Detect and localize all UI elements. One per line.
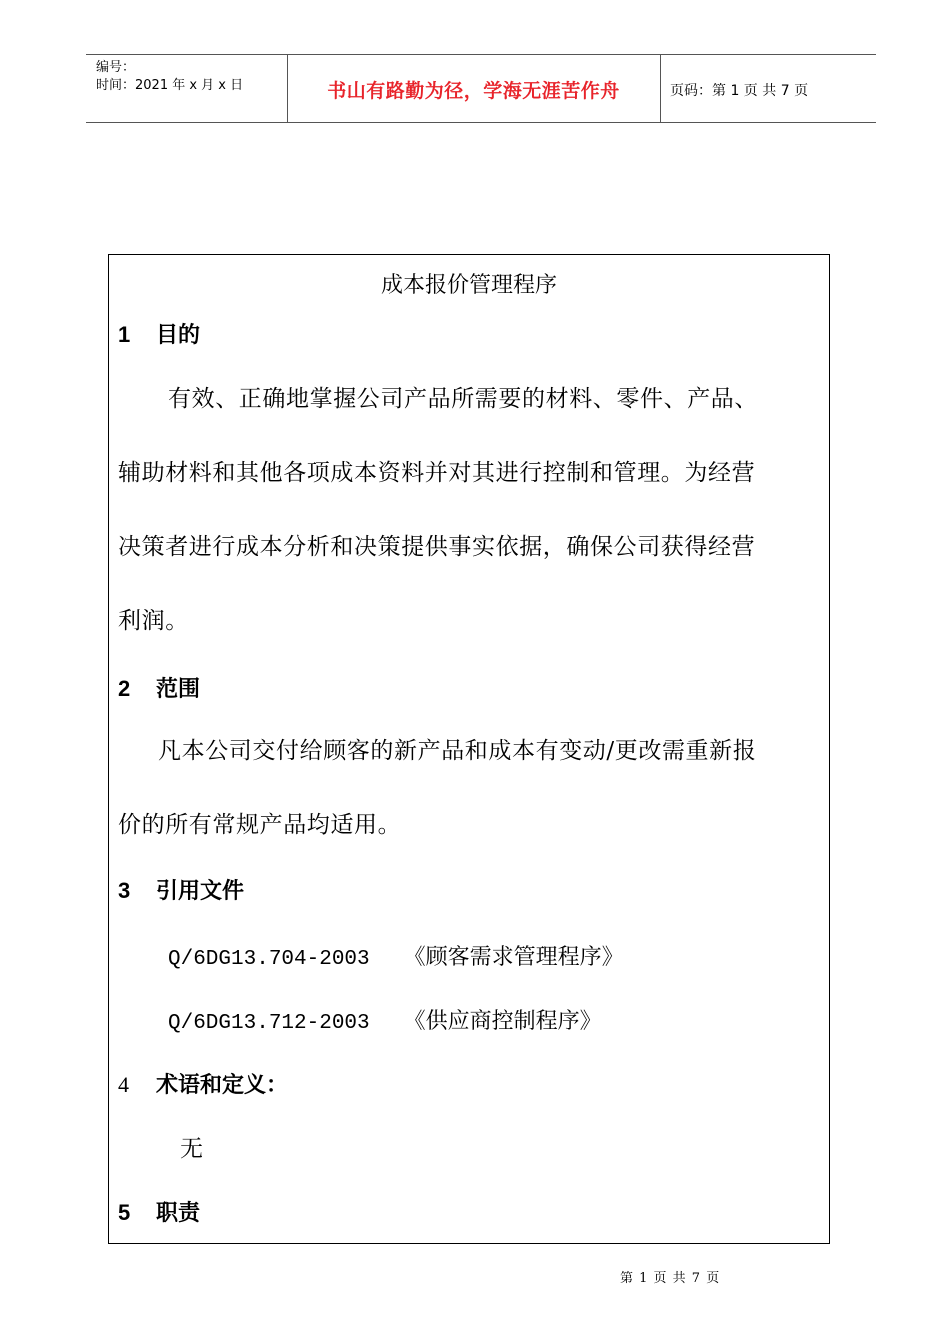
paragraph-line: 价的所有常规产品均适用。 — [118, 812, 402, 838]
header-top-rule — [86, 54, 876, 55]
section-number: 1 — [118, 322, 131, 347]
section-2-body — [118, 714, 822, 862]
header-bottom-rule — [86, 122, 876, 123]
section-3-heading — [118, 874, 244, 905]
paragraph-line: 凡本公司交付给顾客的新产品和成本有变动/更改需重新报 — [158, 738, 757, 764]
reference-name: 《顾客需求管理程序》 — [403, 945, 624, 970]
section-1-body — [118, 362, 822, 658]
section-title: 职责 — [156, 1201, 201, 1226]
footer-page-number: 第 1 页 共 7 页 — [620, 1271, 721, 1286]
header-info — [96, 59, 243, 95]
section-number: 5 — [118, 1200, 131, 1225]
document-title: 成本报价管理程序 — [380, 273, 557, 298]
section-title: 术语和定义： — [156, 1073, 289, 1098]
section-4-heading — [118, 1068, 288, 1099]
header-motto: 书山有路勤为径，学海无涯苦作舟 — [327, 80, 620, 102]
header-number-label: 编号： — [96, 60, 136, 75]
section-1-heading — [118, 318, 200, 349]
section-2-heading — [118, 672, 200, 703]
reference-name: 《供应商控制程序》 — [403, 1009, 602, 1034]
section-title: 范围 — [156, 677, 201, 702]
section-title: 目的 — [156, 323, 201, 348]
section-title: 引用文件 — [156, 879, 245, 904]
reference-item — [168, 1004, 602, 1035]
section-4-body: 无 — [180, 1136, 203, 1162]
paragraph-line: 有效、正确地掌握公司产品所需要的材料、零件、产品、 — [168, 386, 758, 412]
paragraph-line: 决策者进行成本分析和决策提供事实依据，确保公司获得经营 — [118, 534, 756, 560]
section-number: 4 — [118, 1072, 129, 1097]
header-page-label: 页码：第 1 页 共 7 页 — [670, 83, 809, 99]
section-number: 3 — [118, 878, 131, 903]
header-time-label: 时间：2021 年 x 月 x 日 — [96, 78, 244, 93]
reference-item — [168, 940, 624, 971]
paragraph-line: 辅助材料和其他各项成本资料并对其进行控制和管理。为经营 — [118, 460, 756, 486]
paragraph-line: 利润。 — [118, 608, 189, 634]
header-divider-right — [660, 54, 661, 122]
section-5-heading — [118, 1196, 200, 1227]
reference-code: Q/6DG13.704-2003 — [168, 948, 370, 971]
section-number: 2 — [118, 676, 131, 701]
reference-code: Q/6DG13.712-2003 — [168, 1012, 370, 1035]
